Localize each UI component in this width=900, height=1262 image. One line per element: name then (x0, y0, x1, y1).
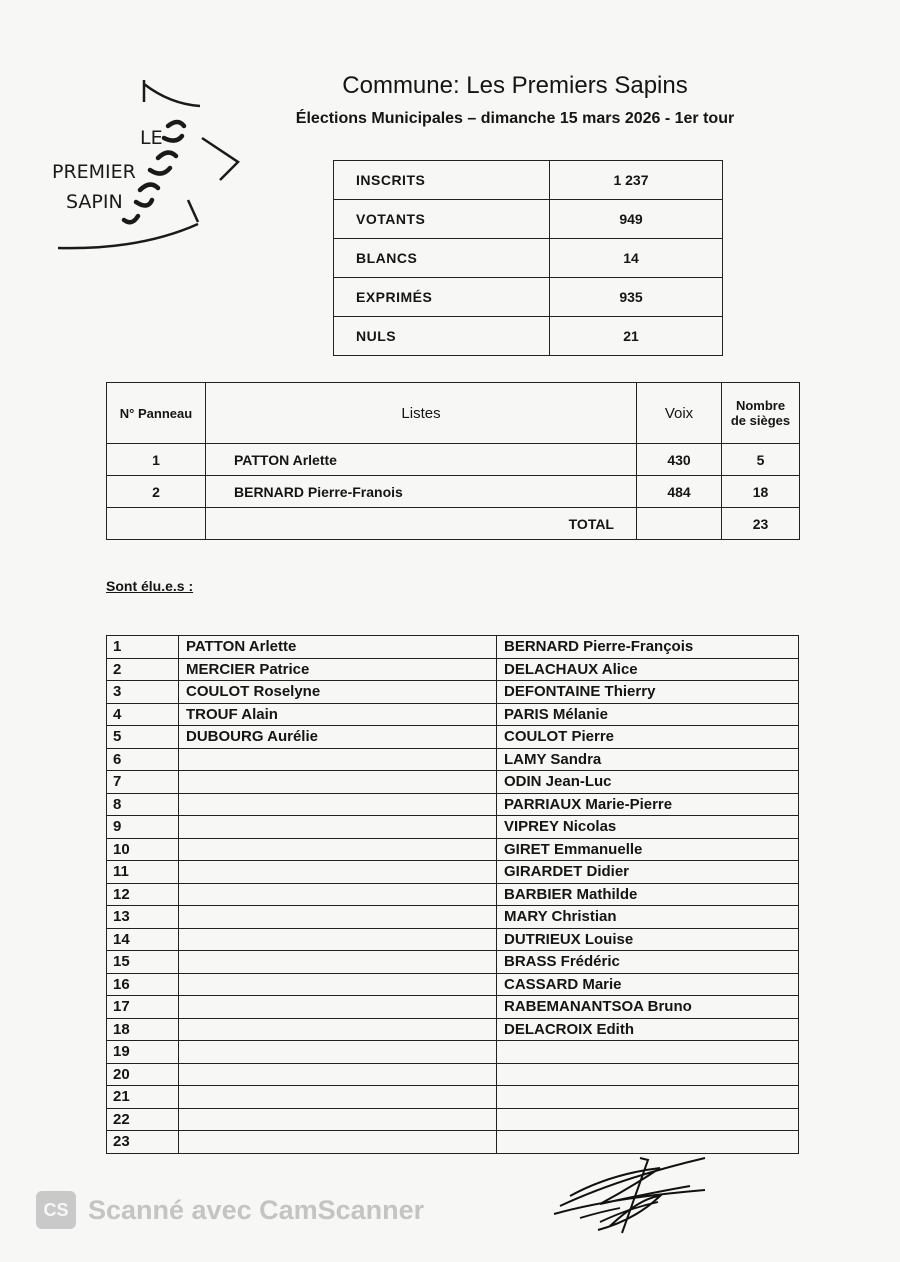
stats-row (334, 161, 723, 200)
elected-rank: 2 (107, 658, 179, 681)
list-row (107, 444, 800, 476)
elected-row (107, 636, 799, 659)
elected-rank: 10 (107, 838, 179, 861)
list-votes: 430 (637, 444, 722, 476)
stat-value: 1 237 (550, 161, 723, 200)
header-seats-line2: de sièges (730, 413, 791, 428)
elected-list1-member (179, 951, 497, 974)
elected-list1-member: COULOT Roselyne (179, 681, 497, 704)
elected-row (107, 771, 799, 794)
elected-list2-member: DEFONTAINE Thierry (497, 681, 799, 704)
elected-list2-member (497, 1041, 799, 1064)
elected-list1-member (179, 861, 497, 884)
page-title: Commune: Les Premiers Sapins (342, 72, 688, 99)
elected-rank: 1 (107, 636, 179, 659)
logo-text-le: LE (140, 127, 163, 149)
elected-list2-member: DELACHAUX Alice (497, 658, 799, 681)
elected-list1-member (179, 748, 497, 771)
sapin-logo-graphic (40, 70, 260, 260)
list-panel-number: 1 (107, 444, 206, 476)
elected-list2-member: RABEMANANTSOA Bruno (497, 996, 799, 1019)
list-votes: 484 (637, 476, 722, 508)
camscanner-logo-icon: CS (36, 1191, 76, 1229)
elected-row (107, 726, 799, 749)
elected-row (107, 1108, 799, 1131)
elected-rank: 19 (107, 1041, 179, 1064)
elected-list2-member: GIRET Emmanuelle (497, 838, 799, 861)
elected-rank: 15 (107, 951, 179, 974)
elected-rank: 9 (107, 816, 179, 839)
elected-rank: 5 (107, 726, 179, 749)
elected-row (107, 996, 799, 1019)
elected-rank: 13 (107, 906, 179, 929)
elected-row (107, 793, 799, 816)
elected-list1-member (179, 771, 497, 794)
elected-row (107, 861, 799, 884)
header-seats-line1: Nombre (735, 398, 786, 413)
elected-rank: 8 (107, 793, 179, 816)
elected-list2-member: ODIN Jean-Luc (497, 771, 799, 794)
elected-list2-member: DUTRIEUX Louise (497, 928, 799, 951)
list-results-table (106, 382, 800, 540)
logo-text-sapin: SAPIN (66, 191, 123, 213)
stats-row (334, 278, 723, 317)
elected-list2-member (497, 1108, 799, 1131)
elected-list2-member: VIPREY Nicolas (497, 816, 799, 839)
elected-list2-member: BERNARD Pierre-François (497, 636, 799, 659)
total-label: TOTAL (206, 508, 637, 540)
elected-rank: 7 (107, 771, 179, 794)
camscanner-watermark (36, 1190, 424, 1230)
elected-rank: 17 (107, 996, 179, 1019)
elected-row (107, 906, 799, 929)
total-votes-empty-cell (637, 508, 722, 540)
elected-row (107, 951, 799, 974)
stat-label: VOTANTS (334, 200, 550, 239)
elected-rank: 22 (107, 1108, 179, 1131)
header-lists: Listes (206, 383, 637, 444)
list-name: BERNARD Pierre-Franois (206, 476, 637, 508)
elected-row (107, 1063, 799, 1086)
elected-list2-member: MARY Christian (497, 906, 799, 929)
elected-list2-member: BRASS Frédéric (497, 951, 799, 974)
elected-row (107, 658, 799, 681)
elected-members-table (106, 635, 799, 1154)
list-total-row (107, 508, 800, 540)
elected-list1-member (179, 838, 497, 861)
list-panel-number: 2 (107, 476, 206, 508)
elected-list1-member (179, 928, 497, 951)
elected-row (107, 1086, 799, 1109)
list-name: PATTON Arlette (206, 444, 637, 476)
watermark-text: Scanné avec CamScanner (88, 1194, 425, 1225)
stat-value: 14 (550, 239, 723, 278)
stat-label: NULS (334, 317, 550, 356)
elected-rank: 20 (107, 1063, 179, 1086)
elected-rank: 3 (107, 681, 179, 704)
elected-list1-member: DUBOURG Aurélie (179, 726, 497, 749)
elected-row (107, 748, 799, 771)
header-seats (722, 383, 800, 444)
elected-list2-member: COULOT Pierre (497, 726, 799, 749)
stat-value: 21 (550, 317, 723, 356)
elected-row (107, 883, 799, 906)
elected-list2-member: GIRARDET Didier (497, 861, 799, 884)
elected-list1-member (179, 906, 497, 929)
stats-row (334, 239, 723, 278)
elected-list2-member: PARRIAUX Marie-Pierre (497, 793, 799, 816)
elected-list1-member: PATTON Arlette (179, 636, 497, 659)
elected-list1-member: MERCIER Patrice (179, 658, 497, 681)
elected-list1-member (179, 1086, 497, 1109)
elected-list2-member: LAMY Sandra (497, 748, 799, 771)
elected-rank: 11 (107, 861, 179, 884)
elected-list1-member (179, 1131, 497, 1154)
list-seats: 5 (722, 444, 800, 476)
elected-list1-member (179, 1018, 497, 1041)
elected-row (107, 1041, 799, 1064)
elected-row (107, 681, 799, 704)
elected-list2-member: CASSARD Marie (497, 973, 799, 996)
election-subtitle: Élections Municipales – dimanche 15 mars 2026 - 1er tour (295, 110, 735, 127)
elected-list1-member (179, 1108, 497, 1131)
elected-heading: Sont élu.e.s : (106, 578, 194, 594)
elected-rank: 16 (107, 973, 179, 996)
elected-row (107, 816, 799, 839)
elected-list1-member (179, 973, 497, 996)
elected-list1-member (179, 793, 497, 816)
logo-text-premier: PREMIER (52, 161, 136, 183)
elected-rank: 6 (107, 748, 179, 771)
header-votes: Voix (637, 383, 722, 444)
elected-row (107, 838, 799, 861)
commune-logo (40, 70, 260, 260)
elected-row (107, 928, 799, 951)
stat-label: EXPRIMÉS (334, 278, 550, 317)
elected-list1-member (179, 1041, 497, 1064)
elected-list2-member (497, 1063, 799, 1086)
stat-value: 949 (550, 200, 723, 239)
list-row (107, 476, 800, 508)
list-seats: 18 (722, 476, 800, 508)
stats-row (334, 200, 723, 239)
elected-rank: 18 (107, 1018, 179, 1041)
elected-rank: 4 (107, 703, 179, 726)
list-results-header (107, 383, 800, 444)
elected-list2-member: BARBIER Mathilde (497, 883, 799, 906)
elected-row (107, 703, 799, 726)
elected-list2-member: PARIS Mélanie (497, 703, 799, 726)
signature (540, 1138, 720, 1238)
stat-label: INSCRITS (334, 161, 550, 200)
elected-rank: 14 (107, 928, 179, 951)
stat-value: 935 (550, 278, 723, 317)
total-empty-cell (107, 508, 206, 540)
elected-list2-member (497, 1086, 799, 1109)
elected-list1-member (179, 996, 497, 1019)
elected-row (107, 1018, 799, 1041)
elected-list1-member (179, 1063, 497, 1086)
total-seats: 23 (722, 508, 800, 540)
elected-list2-member: DELACROIX Edith (497, 1018, 799, 1041)
elected-list1-member (179, 816, 497, 839)
stats-row (334, 317, 723, 356)
elected-list1-member (179, 883, 497, 906)
elected-rank: 12 (107, 883, 179, 906)
elected-list1-member: TROUF Alain (179, 703, 497, 726)
elected-row (107, 973, 799, 996)
handwritten-signature-graphic (540, 1138, 720, 1238)
elected-rank: 21 (107, 1086, 179, 1109)
stat-label: BLANCS (334, 239, 550, 278)
vote-stats-table (333, 160, 723, 356)
elected-rank: 23 (107, 1131, 179, 1154)
header-panel: N° Panneau (107, 383, 206, 444)
